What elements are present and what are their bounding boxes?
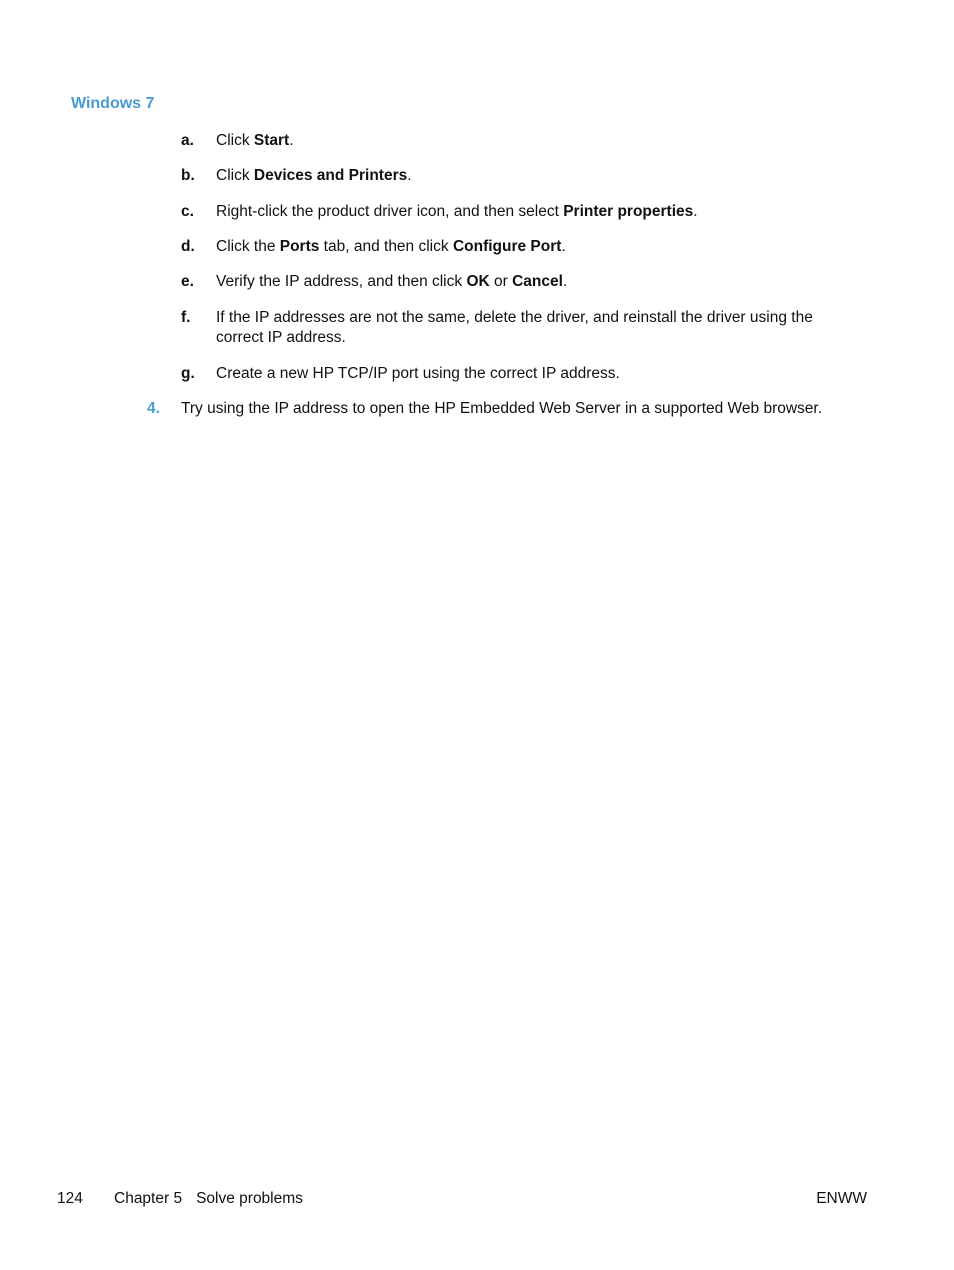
- substep-marker: b.: [181, 167, 195, 184]
- substep-b: [181, 166, 841, 186]
- footer-chapter: [114, 1189, 303, 1209]
- instruction-text: Click: [216, 132, 254, 149]
- footer-page-number: 124: [57, 1190, 83, 1207]
- substep-a: [181, 131, 841, 151]
- substep-text: [216, 202, 841, 222]
- substep-e: [181, 272, 841, 292]
- instruction-text: .: [407, 167, 412, 184]
- instruction-text: Click the: [216, 238, 280, 255]
- substep-text: [216, 308, 841, 348]
- substep-marker: e.: [181, 273, 194, 290]
- footer-chapter-label: Chapter 5: [114, 1190, 183, 1207]
- instruction-text: Verify the IP address, and then click: [216, 273, 467, 290]
- instruction-text: If the IP addresses are not the same, delete the driver, and reinstall the driver using the correct IP address.: [216, 309, 813, 346]
- substep-f: [181, 308, 841, 348]
- footer-doc-code: ENWW: [816, 1190, 867, 1207]
- substep-marker: a.: [181, 132, 194, 149]
- instruction-text: Create a new HP TCP/IP port using the correct IP address.: [216, 365, 620, 382]
- ui-term: Ports: [279, 238, 320, 255]
- substep-text: [216, 272, 841, 292]
- ui-term: Configure Port: [452, 238, 562, 255]
- instruction-text: Right-click the product driver icon, and then select: [216, 203, 564, 220]
- ui-term: Start: [253, 132, 290, 149]
- footer-chapter-title: Solve problems: [196, 1190, 303, 1207]
- substep-text: [216, 364, 841, 384]
- section-heading: Windows 7: [71, 95, 155, 112]
- ui-term: Printer properties: [563, 203, 694, 220]
- instruction-text: or: [489, 273, 513, 290]
- substep-text: [216, 166, 841, 186]
- substep-marker: d.: [181, 238, 195, 255]
- main-step-4: [147, 399, 847, 419]
- substep-text: [216, 237, 841, 257]
- substep-c: [181, 202, 841, 222]
- substep-g: [181, 364, 841, 384]
- instruction-text: Click: [216, 167, 254, 184]
- instruction-text: .: [562, 273, 568, 290]
- instruction-text: .: [289, 132, 294, 149]
- instruction-text: .: [561, 238, 566, 255]
- instruction-text: .: [693, 203, 698, 220]
- main-step-marker: 4.: [147, 400, 160, 417]
- ui-term: Devices and Printers: [253, 167, 408, 184]
- ui-term: Cancel: [512, 273, 563, 290]
- instruction-text: tab, and then click: [319, 238, 453, 255]
- substep-marker: g.: [181, 365, 195, 382]
- ui-term: OK: [466, 273, 490, 290]
- substep-text: [216, 131, 841, 151]
- main-step-text: Try using the IP address to open the HP Embedded Web Server in a supported Web browser.: [181, 400, 823, 417]
- substep-d: [181, 237, 841, 257]
- substep-marker: c.: [181, 203, 194, 220]
- substep-marker: f.: [181, 309, 191, 326]
